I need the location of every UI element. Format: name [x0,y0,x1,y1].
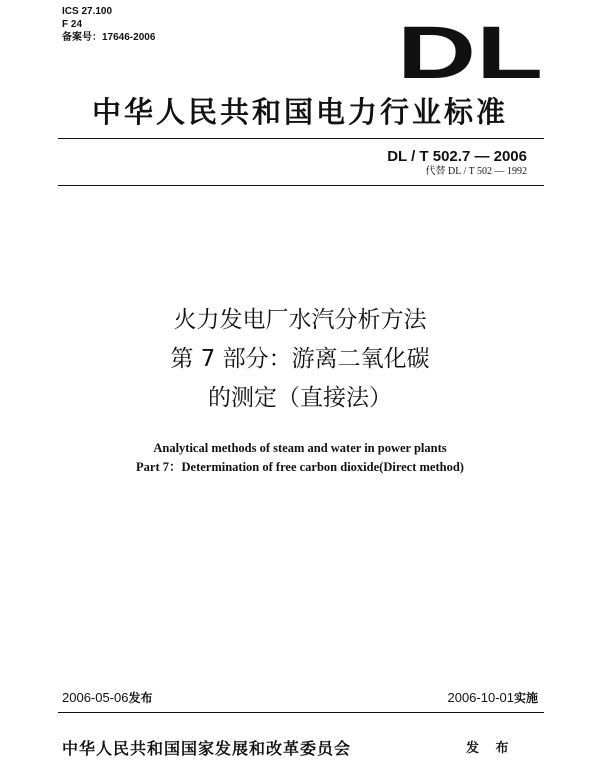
number-rule [58,185,544,186]
title-en-line2: Part 7：Determination of free carbon dioxide(Direct method) [136,460,464,474]
title-cn-line2: 第 7 部分：游离二氧化碳 [170,346,430,372]
title-en-line1: Analytical methods of steam and water in power plants [153,441,447,455]
replaced-standard: 代替 DL / T 502 — 1992 [425,166,527,177]
ics-code: ICS 27.100 [62,6,113,17]
title-cn-line1: 火力发电厂水汽分析方法 [173,307,427,333]
effective-date-suffix: 实施 [513,691,538,705]
issue-date-value: 2006-05-06 [62,690,129,705]
standard-number: DL / T 502.7 — 2006 [387,148,527,165]
dl-logo [395,18,545,82]
logo-text: DL [397,18,543,82]
issue-date-suffix: 发布 [128,691,153,705]
issuer-name: 中华人民共和国国家发展和改革委员会 [62,739,352,758]
title-cn-line3: 的测定（直接法） [208,385,392,411]
organization-title: 中华人民共和国电力行业标准 [91,95,508,129]
issuer-action: 发 布 [466,741,515,756]
category-code: F 24 [62,19,83,30]
effective-date [447,690,538,706]
record-number: 备案号：17646-2006 [62,32,156,43]
top-rule [58,138,544,139]
bottom-rule [58,712,544,713]
effective-date-value: 2006-10-01 [447,690,514,705]
issue-date [62,690,153,706]
